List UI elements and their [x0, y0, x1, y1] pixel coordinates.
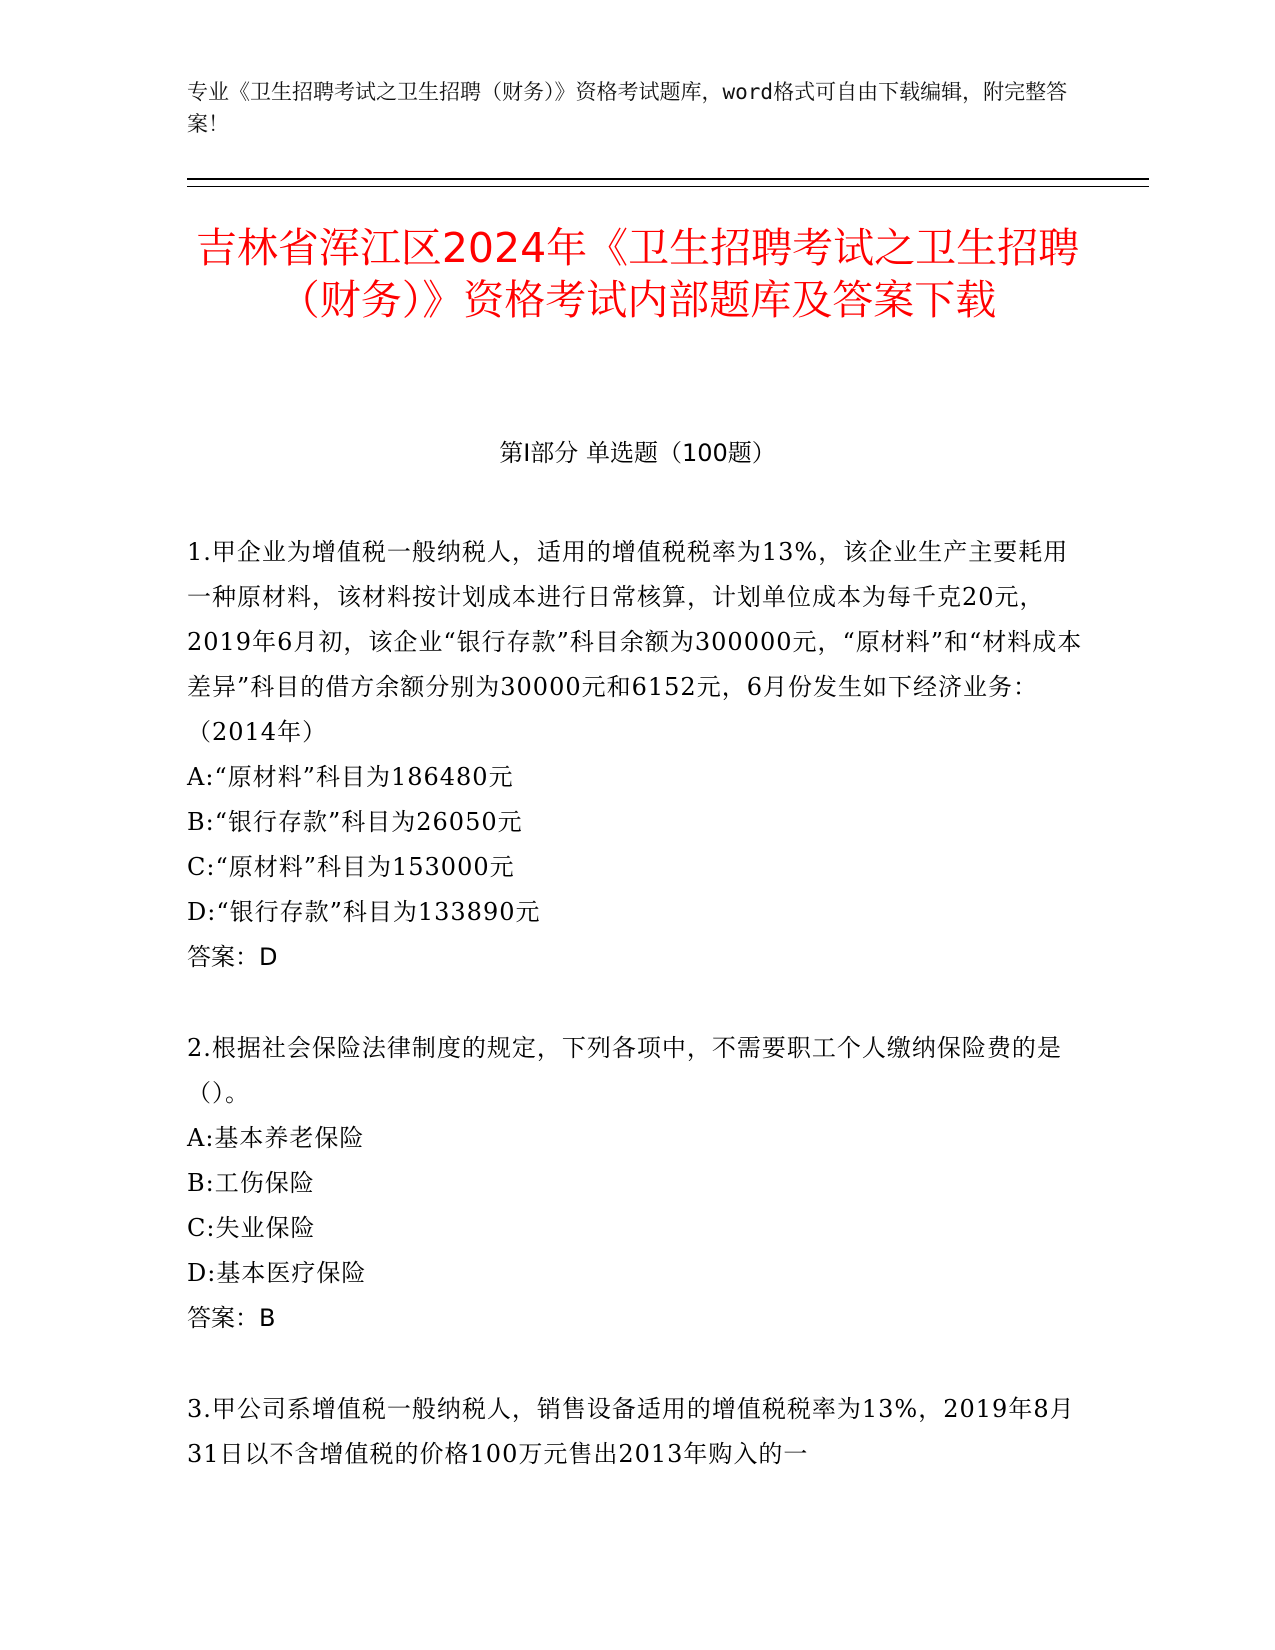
- question-stem: 3.甲公司系增值税一般纳税人，销售设备适用的增值税税率为13%，2019年8月31日以不含增值税的价格100万元售出2013年购入的一: [187, 1395, 1075, 1468]
- question-option-b: B:工伤保险: [187, 1169, 315, 1197]
- question-stem: 1.甲企业为增值税一般纳税人，适用的增值税税率为13%，该企业生产主要耗用一种原材料，该材料按计划成本进行日常核算，计划单位成本为每千克20元，2019年6月初，该企业“银行存款”科目余额为300000元，“原材料”和“材料成本差异”科目的借方余额分别为30000元和6152元，6月份发生如下经济业务：（2014年）: [187, 538, 1083, 746]
- question-option-d: D:基本医疗保险: [187, 1259, 367, 1287]
- question-option-a: A:“原材料”科目为186480元: [187, 763, 514, 791]
- question-item: [187, 530, 1087, 980]
- question-stem: 2.根据社会保险法律制度的规定，下列各项中，不需要职工个人缴纳保险费的是（）。: [187, 1034, 1062, 1107]
- question-item: [187, 1387, 1087, 1477]
- section-heading: 第Ⅰ部分 单选题（100题）: [499, 439, 776, 467]
- question-answer: 答案：B: [187, 1304, 276, 1332]
- question-answer: 答案：D: [187, 943, 278, 971]
- question-list: [187, 530, 1087, 1523]
- question-option-c: C:“原材料”科目为153000元: [187, 853, 515, 881]
- document-title: 吉林省浑江区2024年《卫生招聘考试之卫生招聘（财务）》资格考试内部题库及答案下载: [195, 224, 1080, 324]
- question-item: [187, 1026, 1087, 1341]
- question-option-c: C:失业保险: [187, 1214, 316, 1242]
- question-option-a: A:基本养老保险: [187, 1124, 365, 1152]
- question-option-b: B:“银行存款”科目为26050元: [187, 808, 523, 836]
- question-option-d: D:“银行存款”科目为133890元: [187, 898, 541, 926]
- header-divider-thin: [187, 186, 1149, 187]
- header-divider-thick: [187, 178, 1149, 180]
- header-note: 专业《卫生招聘考试之卫生招聘（财务）》资格考试题库，word格式可自由下载编辑，附完整答案！: [187, 80, 1068, 136]
